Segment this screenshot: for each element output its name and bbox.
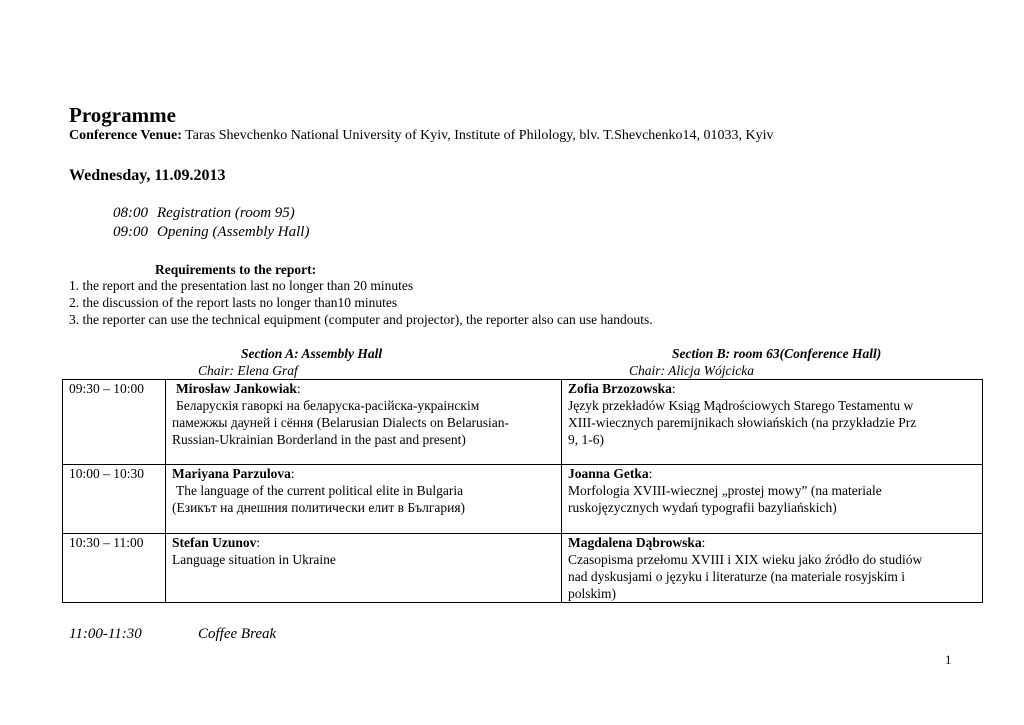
speaker-name: Mariyana Parzulova xyxy=(172,466,291,481)
day-heading: Wednesday, 11.09.2013 xyxy=(69,167,226,184)
section-b-cell: Magdalena Dąbrowska: Czasopisma przełomu XVIII i XIX wieku jako źródło do studiów nad dyskusjami o języku i literaturze (na materiale rosyjskim i polskim) xyxy=(562,534,983,603)
talk-line: Беларускія гаворкі на беларуска-расійска-украінскім xyxy=(176,398,480,413)
requirement-item: 1. the report and the presentation last no longer than 20 minutes xyxy=(69,278,414,293)
page-title: Programme xyxy=(69,103,176,127)
time-cell: 10:00 – 10:30 xyxy=(63,465,166,534)
page-number: 1 xyxy=(945,652,952,667)
talk-line: Język przekładów Ksiąg Mądrościowych Starego Testamentu w xyxy=(568,398,914,413)
coffee-break-time: 11:00-11:30 xyxy=(69,626,142,642)
schedule-time: 09:00 xyxy=(113,224,148,240)
requirements-heading: Requirements to the report: xyxy=(155,262,317,277)
section-a-chair: Chair: Elena Graf xyxy=(198,363,298,378)
speaker-name: Zofia Brzozowska xyxy=(568,381,672,396)
section-b-cell: Zofia Brzozowska: Język przekładów Ksiąg Mądrościowych Starego Testamentu w XIII-wiecznych paremijnikach słowiańskich (na przykładzie Prz 9, 1-6) xyxy=(562,380,983,465)
talk-line: 9, 1-6) xyxy=(568,432,604,447)
time-cell: 09:30 – 10:00 xyxy=(63,380,166,465)
talk-line: ruskojęzycznych wydań typografii bazyliańskich) xyxy=(568,500,837,515)
table-row xyxy=(63,465,983,534)
talk-line: polskim) xyxy=(568,586,617,601)
talk-line: Morfologia XVIII-wiecznej „prostej mowy” (na materiale xyxy=(568,483,882,498)
time-cell: 10:30 – 11:00 xyxy=(63,534,166,603)
talk-line: Russian-Ukrainian Borderland in the past and present) xyxy=(172,432,466,447)
schedule-item xyxy=(113,224,309,241)
venue-label: Conference Venue: xyxy=(69,128,182,143)
talk-line: (Езикът на днешния политически елит в България) xyxy=(172,500,466,515)
requirement-item: 3. the reporter can use the technical equipment (computer and projector), the reporter also can use handouts. xyxy=(69,312,653,327)
schedule-event: Registration (room 95) xyxy=(157,205,295,221)
venue-text: Taras Shevchenko National University of Kyiv, Institute of Philology, blv. T.Shevchenko14, 01033, Kyiv xyxy=(181,128,774,143)
section-a-cell: Mirosław Jankowiak: Беларускія гаворкі на беларуска-расійска-украінскім памежжы дауней і сёння (Belarusian Dialects on Belarusian- Russian-Ukrainian Borderland in the past and present) xyxy=(166,380,562,465)
coffee-break-label: Coffee Break xyxy=(198,626,277,642)
talk-line: Czasopisma przełomu XVIII i XIX wieku jako źródło do studiów xyxy=(568,552,923,567)
section-a-cell: Mariyana Parzulova: The language of the current political elite in Bulgaria (Езикът на днешния политически елит в България) xyxy=(166,465,562,534)
schedule-item xyxy=(113,205,295,222)
talk-line: памежжы дауней і сёння (Belarusian Dialects on Belarusian- xyxy=(172,415,510,430)
section-a-cell: Stefan Uzunov: Language situation in Ukraine xyxy=(166,534,562,603)
schedule-event: Opening (Assembly Hall) xyxy=(157,224,310,240)
speaker-name: Mirosław Jankowiak xyxy=(176,381,297,396)
speaker-name: Magdalena Dąbrowska xyxy=(568,535,702,550)
talk-line: XIII-wiecznych paremijnikach słowiańskich (na przykładzie Prz xyxy=(568,415,917,430)
programme-table xyxy=(62,379,983,603)
talk-line: Language situation in Ukraine xyxy=(172,552,336,567)
venue-line xyxy=(69,128,774,144)
speaker-name: Joanna Getka xyxy=(568,466,649,481)
section-a-title: Section A: Assembly Hall xyxy=(241,346,383,361)
section-b-chair: Chair: Alicja Wójcicka xyxy=(629,363,754,378)
speaker-name: Stefan Uzunov xyxy=(172,535,257,550)
requirement-item: 2. the discussion of the report lasts no longer than10 minutes xyxy=(69,295,398,310)
table-row xyxy=(63,534,983,603)
talk-line: nad dyskusjami o języku i literaturze (na materiale rosyjskim i xyxy=(568,569,906,584)
talk-line: The language of the current political elite in Bulgaria xyxy=(176,483,464,498)
section-b-title: Section B: room 63(Conference Hall) xyxy=(672,346,882,361)
table-row xyxy=(63,380,983,465)
schedule-time: 08:00 xyxy=(113,205,148,221)
section-b-cell: Joanna Getka: Morfologia XVIII-wiecznej „prostej mowy” (na materiale ruskojęzycznych wydań typografii bazyliańskich) xyxy=(562,465,983,534)
